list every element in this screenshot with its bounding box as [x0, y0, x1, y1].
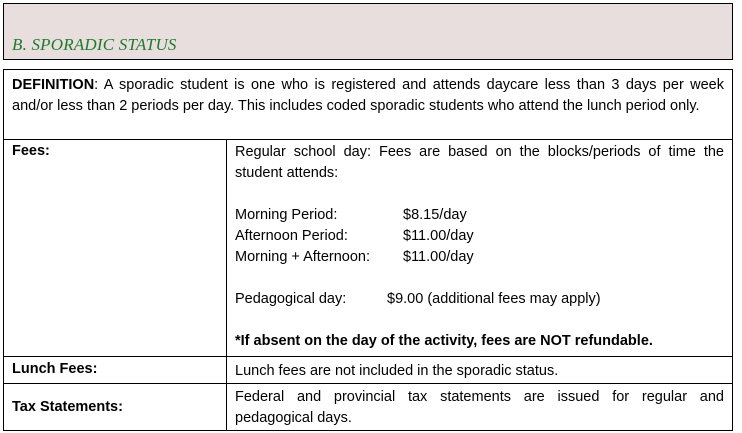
rate-name: Afternoon Period:	[235, 228, 348, 244]
rate-name: Morning + Afternoon:	[235, 249, 371, 265]
pedagogical-name: Pedagogical day:	[235, 291, 347, 307]
table-row-fees	[4, 140, 733, 357]
tax-label: Tax Statements:	[4, 384, 227, 431]
rate-row-afternoon	[235, 226, 724, 247]
rate-amount: $11.00/day	[403, 228, 474, 244]
fees-label: Fees:	[4, 140, 227, 357]
sporadic-status-section	[3, 3, 736, 430]
rate-amount: $11.00/day	[403, 249, 474, 265]
fees-intro: Regular school day: Fees are based on the blocks/periods of time the student attends:	[235, 144, 724, 181]
fees-content	[227, 140, 733, 357]
definition-text: : A sporadic student is one who is registered and attends daycare less than 3 days per week and/or less than 2 periods per day. This includes coded sporadic students who attend the lunch period only.	[12, 77, 724, 114]
definition-box	[3, 69, 733, 140]
section-title: B. SPORADIC STATUS	[12, 35, 177, 54]
rate-row-morning	[235, 205, 724, 226]
definition-label: DEFINITION	[12, 77, 95, 93]
rate-amount: $8.15/day	[403, 207, 467, 223]
table-row-lunch	[4, 357, 733, 384]
tax-text: Federal and provincial tax statements are issued for regular and pedagogical days.	[227, 384, 733, 431]
rate-row-pedagogical	[235, 289, 724, 310]
rate-row-morning-afternoon	[235, 247, 724, 268]
pedagogical-amount: $9.00 (additional fees may apply)	[387, 291, 601, 307]
table-row-tax	[4, 384, 733, 431]
lunch-text: Lunch fees are not included in the sporadic status.	[227, 357, 733, 384]
lunch-label: Lunch Fees:	[4, 357, 227, 384]
section-header	[3, 3, 733, 60]
fees-table	[3, 139, 733, 431]
rate-name: Morning Period:	[235, 207, 338, 223]
refund-notice: *If absent on the day of the activity, fees are NOT refundable.	[235, 333, 653, 349]
